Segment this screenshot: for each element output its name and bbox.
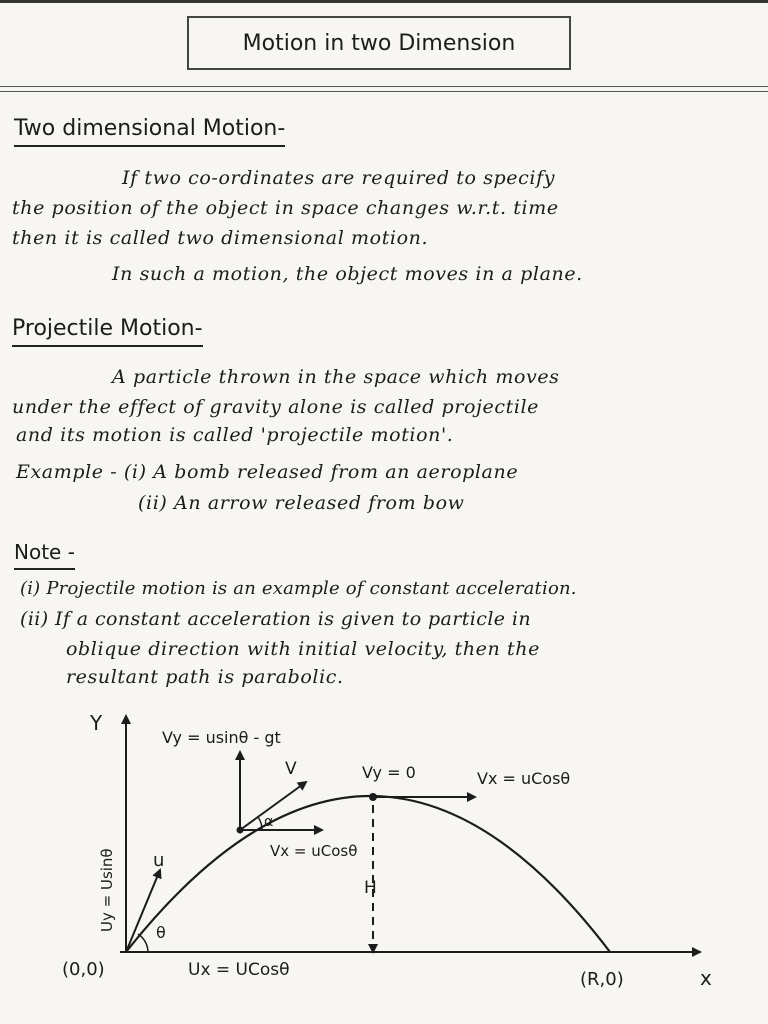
range-point-label: (R,0) bbox=[580, 969, 624, 990]
v-label: V bbox=[285, 759, 297, 779]
note-line: oblique direction with initial velocity, then the bbox=[66, 638, 540, 660]
note-heading: Note - bbox=[14, 540, 75, 570]
height-label: H bbox=[364, 878, 377, 898]
example-line: Example - (i) A bomb released from an aeroplane bbox=[16, 461, 519, 483]
note-line: (i) Projectile motion is an example of constant acceleration. bbox=[20, 578, 577, 599]
vx-general-label: Vx = uCosθ bbox=[270, 842, 358, 860]
paragraph-line: and its motion is called 'projectile motion'. bbox=[16, 424, 454, 446]
page-title-text: Motion in two Dimension bbox=[242, 30, 516, 56]
paragraph-line: under the effect of gravity alone is called projectile bbox=[12, 396, 540, 418]
origin-label: (0,0) bbox=[62, 959, 105, 980]
note-line: resultant path is parabolic. bbox=[66, 666, 344, 688]
section-heading-projectile-motion: Projectile Motion- bbox=[12, 316, 203, 347]
section-heading-two-dimensional-motion: Two dimensional Motion- bbox=[14, 116, 285, 147]
example-line: (ii) An arrow released from bow bbox=[138, 492, 465, 514]
paragraph-line: In such a motion, the object moves in a plane. bbox=[112, 263, 583, 285]
paragraph-line: the position of the object in space changes w.r.t. time bbox=[12, 197, 559, 219]
note-line: (ii) If a constant acceleration is given to particle in bbox=[20, 608, 531, 630]
point-general bbox=[237, 827, 244, 834]
paragraph-line: If two co-ordinates are required to specify bbox=[122, 167, 556, 189]
trajectory-curve bbox=[126, 796, 610, 952]
ux-label: Ux = UCosθ bbox=[188, 960, 290, 980]
y-axis-label: Y bbox=[90, 711, 103, 735]
u-label: u bbox=[153, 850, 165, 871]
paragraph-line: then it is called two dimensional motion. bbox=[12, 227, 429, 249]
theta-label: θ bbox=[156, 923, 166, 942]
uy-label: Uy = Usinθ bbox=[98, 848, 116, 932]
x-axis-label: x bbox=[700, 966, 712, 990]
vx-top-label: Vx = uCosθ bbox=[477, 769, 571, 788]
vy-top-label: Vy = 0 bbox=[362, 763, 416, 782]
vy-general-label: Vy = usinθ - gt bbox=[162, 728, 281, 747]
paragraph-line: A particle thrown in the space which moves bbox=[112, 366, 560, 388]
alpha-label: α bbox=[264, 814, 274, 830]
initial-velocity-arrow bbox=[126, 870, 160, 952]
